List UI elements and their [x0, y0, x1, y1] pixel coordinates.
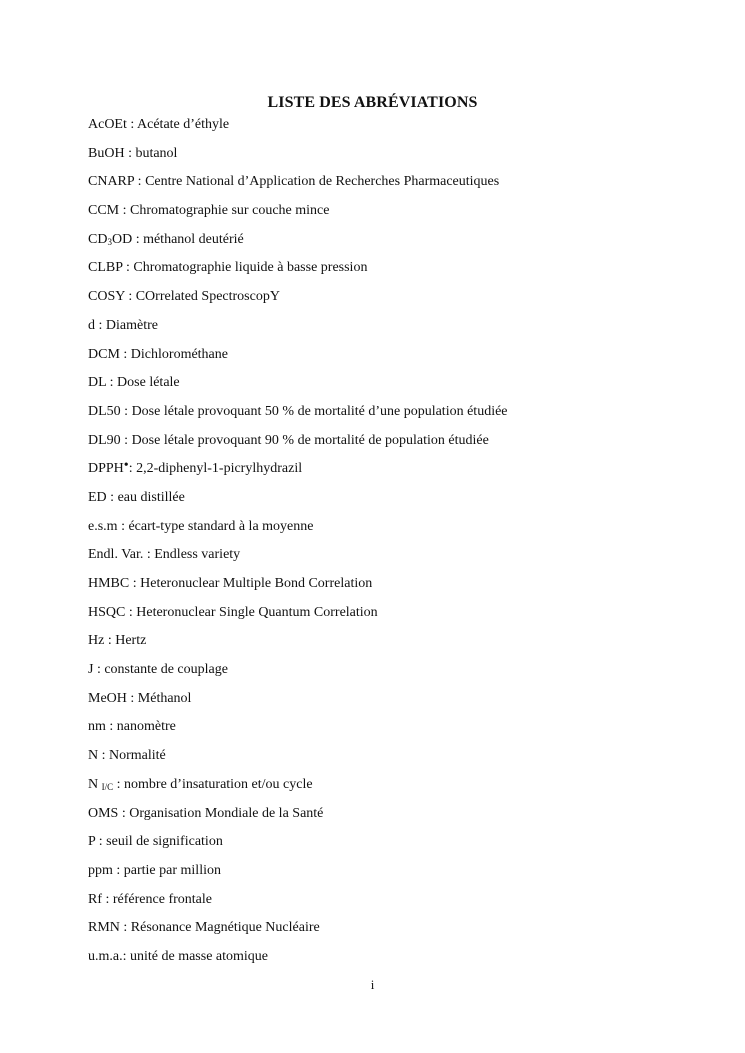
abbreviation-term: DPPH — [88, 461, 124, 477]
abbreviation-definition: Dose létale provoquant 90 % de mortalité de population étudiée — [131, 432, 489, 448]
abbreviation-definition: Chromatographie sur couche mince — [130, 203, 330, 219]
abbreviation-term: N — [88, 776, 102, 792]
separator: : — [104, 633, 116, 649]
abbreviation-entry — [88, 690, 705, 719]
separator: : — [113, 776, 125, 792]
separator: : — [102, 891, 113, 907]
abbreviation-definition: constante de couplage — [104, 662, 228, 678]
abbreviation-entry — [88, 432, 705, 461]
abbreviation-definition: Organisation Mondiale de la Santé — [129, 805, 324, 821]
abbreviation-definition: Dose létale provoquant 50 % de mortalité d’une population étudiée — [131, 403, 508, 419]
abbreviation-definition: écart-type standard à la moyenne — [128, 518, 314, 534]
separator: : — [119, 203, 131, 219]
separator: : — [112, 862, 124, 878]
separator: : — [122, 948, 130, 964]
abbreviation-entry — [88, 259, 705, 288]
abbreviation-term: e.s.m — [88, 518, 118, 534]
abbreviation-term: DL — [88, 375, 107, 391]
abbreviation-term: J — [88, 662, 94, 678]
abbreviation-definition: Heteronuclear Single Quantum Correlation — [136, 604, 378, 620]
abbreviation-definition: Heteronuclear Multiple Bond Correlation — [140, 576, 373, 591]
separator: : — [124, 289, 136, 305]
separator: : — [129, 576, 141, 591]
abbreviation-term: CCM — [88, 203, 120, 219]
abbreviation-entry — [88, 231, 705, 260]
abbreviation-term: OMS — [88, 805, 119, 821]
abbreviation-entry — [88, 546, 705, 575]
abbreviation-term: DL90 — [88, 432, 121, 448]
abbreviation-term: u.m.a. — [88, 948, 123, 964]
abbreviation-entry — [88, 776, 705, 805]
abbreviation-entry — [88, 891, 705, 920]
abbreviation-definition: Diamètre — [105, 317, 158, 333]
separator: : — [143, 547, 155, 563]
abbreviation-entry — [88, 948, 705, 977]
abbreviation-term: Endl. Var. — [88, 547, 144, 563]
abbreviation-entry — [88, 805, 705, 834]
separator: : — [120, 432, 132, 448]
separator: : — [98, 748, 110, 764]
abbreviation-entry — [88, 173, 705, 202]
separator: : — [124, 145, 136, 161]
abbreviation-term: Rf — [88, 891, 102, 907]
abbreviation-definition: partie par million — [123, 862, 221, 878]
abbreviation-term: Hz — [88, 633, 105, 649]
abbreviation-term: CLBP — [88, 260, 123, 276]
abbreviation-term-suffix: OD — [111, 231, 133, 247]
separator: : — [128, 461, 137, 477]
abbreviation-definition: Endless variety — [154, 547, 241, 563]
abbreviation-term: BuOH — [88, 145, 125, 161]
separator: : — [134, 174, 146, 190]
separator: : — [106, 375, 118, 391]
separator: : — [132, 231, 144, 247]
abbreviation-entry — [88, 460, 705, 489]
separator: : — [122, 260, 134, 276]
abbreviation-term: COSY — [88, 289, 125, 305]
abbreviation-subscript: 3 — [107, 236, 112, 247]
abbreviation-entry — [88, 489, 705, 518]
abbreviation-definition: Dichlorométhane — [130, 346, 228, 362]
abbreviation-definition: seuil de signification — [106, 834, 223, 850]
abbreviation-definition: nanomètre — [116, 719, 176, 735]
abbreviation-entry — [88, 288, 705, 317]
abbreviation-definition: référence frontale — [112, 891, 212, 907]
abbreviation-entry — [88, 317, 705, 346]
abbreviation-term: ppm — [88, 862, 113, 878]
separator: : — [95, 317, 106, 333]
abbreviation-definition: eau distillée — [117, 489, 185, 505]
abbreviation-entry — [88, 833, 705, 862]
abbreviation-definition: Hertz — [115, 633, 147, 649]
separator: : — [106, 489, 118, 505]
abbreviation-entry — [88, 374, 705, 403]
separator: : — [118, 805, 130, 821]
abbreviation-term: HSQC — [88, 604, 126, 620]
abbreviation-entry — [88, 718, 705, 747]
abbreviation-definition: unité de masse atomique — [130, 948, 269, 964]
abbreviation-term: DCM — [88, 346, 120, 362]
abbreviation-entry — [88, 862, 705, 891]
abbreviation-definition: 2,2-diphenyl-1-picrylhydrazil — [136, 461, 303, 477]
abbreviation-term: AcOEt — [88, 117, 127, 132]
abbreviation-definition: Acétate d’éthyle — [137, 117, 230, 132]
separator: : — [119, 920, 131, 936]
separator: : — [93, 662, 105, 678]
abbreviation-entry — [88, 403, 705, 432]
abbreviation-entry — [88, 202, 705, 231]
abbreviation-entry — [88, 116, 705, 145]
abbreviation-term: N — [88, 748, 99, 764]
abbreviation-definition: Normalité — [109, 748, 166, 764]
separator: : — [119, 346, 131, 362]
abbreviation-term: ED — [88, 489, 107, 505]
separator: : — [126, 117, 138, 132]
abbreviation-term: CNARP — [88, 174, 135, 190]
abbreviation-term: P — [88, 834, 96, 850]
abbreviation-list — [88, 116, 705, 977]
abbreviation-entry — [88, 145, 705, 174]
abbreviation-definition: COrrelated SpectroscopY — [135, 289, 280, 305]
abbreviation-entry — [88, 518, 705, 547]
abbreviation-subscript: I/C — [101, 781, 114, 792]
abbreviation-definition: Résonance Magnétique Nucléaire — [130, 920, 320, 936]
page-number: i — [370, 977, 375, 992]
abbreviation-entry — [88, 919, 705, 948]
abbreviation-entry — [88, 661, 705, 690]
separator: : — [120, 403, 132, 419]
abbreviation-term: nm — [88, 719, 106, 735]
separator: : — [125, 604, 137, 620]
abbreviation-definition: méthanol deutérié — [143, 231, 244, 247]
abbreviation-entry — [88, 632, 705, 661]
abbreviation-entry — [88, 575, 705, 604]
abbreviation-definition: Centre National d’Application de Recherches Pharmaceutiques — [145, 174, 500, 190]
abbreviation-definition: Méthanol — [137, 690, 192, 706]
abbreviation-definition: Chromatographie liquide à basse pression — [133, 260, 368, 276]
abbreviation-definition: butanol — [135, 145, 178, 161]
abbreviation-definition: Dose létale — [117, 375, 180, 391]
abbreviation-term: RMN — [88, 920, 120, 936]
abbreviation-entry — [88, 346, 705, 375]
separator: : — [117, 518, 129, 534]
separator: : — [126, 690, 138, 706]
separator: : — [105, 719, 117, 735]
abbreviation-term: CD — [88, 231, 108, 247]
page-title: LISTE DES ABRÉVIATIONS — [267, 94, 478, 111]
abbreviation-term: HMBC — [88, 576, 130, 591]
abbreviation-entry — [88, 604, 705, 633]
radical-dot: • — [123, 458, 129, 474]
abbreviation-term: DL50 — [88, 403, 121, 419]
separator: : — [95, 834, 107, 850]
abbreviation-entry — [88, 747, 705, 776]
abbreviation-term: d — [88, 317, 95, 333]
abbreviation-term: MeOH — [88, 690, 127, 706]
abbreviation-definition: nombre d’insaturation et/ou cycle — [124, 776, 313, 792]
